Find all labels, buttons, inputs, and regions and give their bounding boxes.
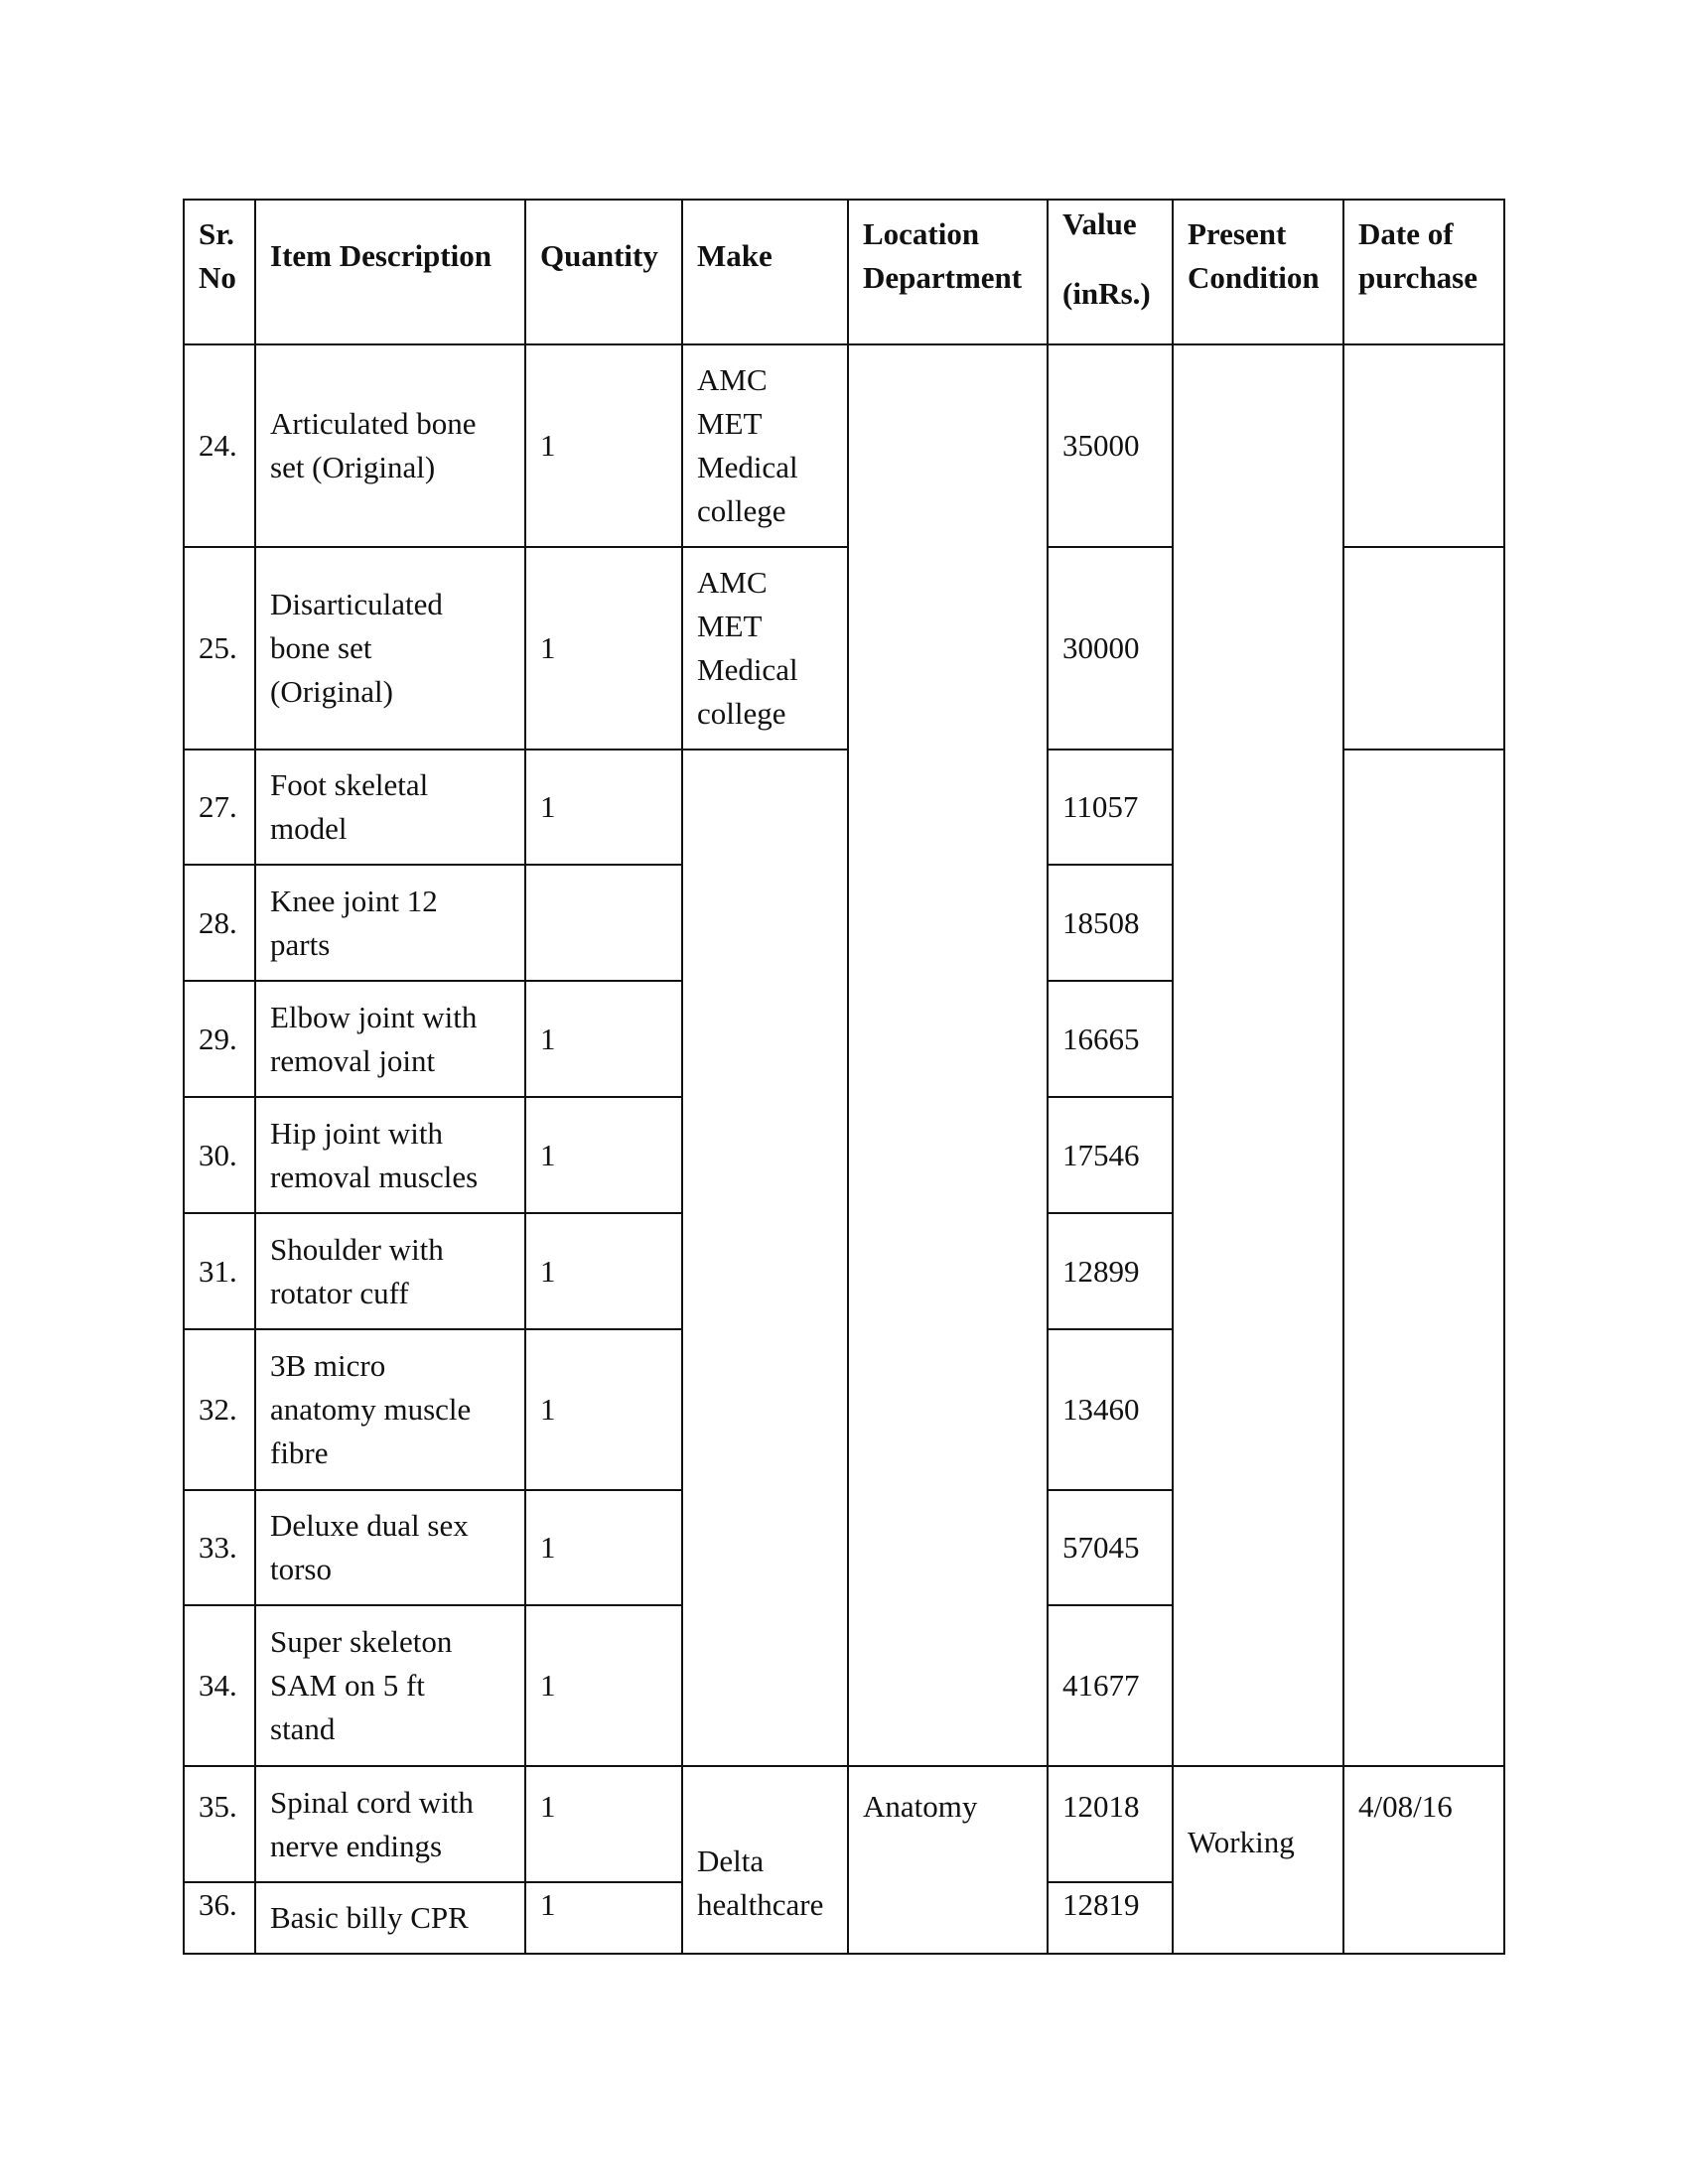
header-value-unit: (inRs.) <box>1062 276 1151 311</box>
cell-quantity: 1 <box>525 750 682 865</box>
cell-date-empty <box>1343 750 1504 1766</box>
cell-make-delta: Delta healthcare <box>682 1766 848 1954</box>
table-row <box>184 344 1504 547</box>
cell-sr-no: 24. <box>184 344 255 547</box>
cell-make-empty <box>682 750 848 1766</box>
cell-location-anatomy: Anatomy <box>848 1766 1048 1954</box>
cell-value: 12899 <box>1048 1213 1173 1329</box>
cell-value: 16665 <box>1048 981 1173 1097</box>
cell-value: 18508 <box>1048 865 1173 981</box>
cell-item-description: Foot skeletal model <box>255 750 525 865</box>
cell-value: 41677 <box>1048 1605 1173 1766</box>
header-item-description: Item Description <box>255 200 525 344</box>
cell-quantity: 1 <box>525 1329 682 1490</box>
header-value <box>1048 200 1173 344</box>
cell-value: 12819 <box>1048 1882 1173 1954</box>
cell-sr-no: 27. <box>184 750 255 865</box>
cell-quantity <box>525 865 682 981</box>
cell-make: AMC MET Medical college <box>682 547 848 750</box>
cell-sr-no: 35. <box>184 1766 255 1882</box>
cell-condition-empty <box>1173 344 1343 1766</box>
header-quantity: Quantity <box>525 200 682 344</box>
cell-item-description: Shoulder with rotator cuff <box>255 1213 525 1329</box>
cell-quantity: 1 <box>525 1490 682 1605</box>
cell-sr-no: 31. <box>184 1213 255 1329</box>
cell-sr-no: 28. <box>184 865 255 981</box>
cell-item-description: Basic billy CPR <box>255 1882 525 1954</box>
cell-quantity: 1 <box>525 1605 682 1766</box>
cell-value: 11057 <box>1048 750 1173 865</box>
cell-sr-no: 32. <box>184 1329 255 1490</box>
cell-sr-no: 36. <box>184 1882 255 1954</box>
cell-item-description: Deluxe dual sex torso <box>255 1490 525 1605</box>
cell-sr-no: 34. <box>184 1605 255 1766</box>
cell-value: 35000 <box>1048 344 1173 547</box>
cell-sr-no: 33. <box>184 1490 255 1605</box>
cell-date-empty <box>1343 344 1504 547</box>
cell-item-description: Knee joint 12 parts <box>255 865 525 981</box>
header-present-condition: Present Condition <box>1173 200 1343 344</box>
cell-sr-no: 29. <box>184 981 255 1097</box>
header-value-label: Value <box>1062 206 1137 241</box>
inventory-table <box>183 199 1505 1955</box>
cell-quantity: 1 <box>525 547 682 750</box>
cell-value: 57045 <box>1048 1490 1173 1605</box>
cell-item-description: Elbow joint with removal joint <box>255 981 525 1097</box>
cell-sr-no: 30. <box>184 1097 255 1213</box>
cell-value: 13460 <box>1048 1329 1173 1490</box>
cell-quantity: 1 <box>525 1766 682 1882</box>
header-date-of-purchase: Date of purchase <box>1343 200 1504 344</box>
cell-value: 30000 <box>1048 547 1173 750</box>
header-row <box>184 200 1504 344</box>
cell-condition-working: Working <box>1173 1766 1343 1954</box>
cell-value: 12018 <box>1048 1766 1173 1882</box>
cell-quantity: 1 <box>525 344 682 547</box>
cell-quantity: 1 <box>525 1882 682 1954</box>
cell-date-of-purchase: 4/08/16 <box>1343 1766 1504 1954</box>
cell-date-empty <box>1343 547 1504 750</box>
cell-item-description: Super skeleton SAM on 5 ft stand <box>255 1605 525 1766</box>
cell-item-description: Hip joint with removal muscles <box>255 1097 525 1213</box>
cell-value: 17546 <box>1048 1097 1173 1213</box>
cell-quantity: 1 <box>525 981 682 1097</box>
header-sr-no: Sr. No <box>184 200 255 344</box>
cell-quantity: 1 <box>525 1213 682 1329</box>
header-location-department: Location Department <box>848 200 1048 344</box>
table-row <box>184 1766 1504 1882</box>
cell-quantity: 1 <box>525 1097 682 1213</box>
header-make: Make <box>682 200 848 344</box>
cell-make: AMC MET Medical college <box>682 344 848 547</box>
cell-item-description: Articulated bone set (Original) <box>255 344 525 547</box>
cell-item-description: Disarticulated bone set (Original) <box>255 547 525 750</box>
cell-location-empty <box>848 344 1048 1766</box>
cell-item-description: 3B micro anatomy muscle fibre <box>255 1329 525 1490</box>
cell-sr-no: 25. <box>184 547 255 750</box>
cell-item-description: Spinal cord with nerve endings <box>255 1766 525 1882</box>
